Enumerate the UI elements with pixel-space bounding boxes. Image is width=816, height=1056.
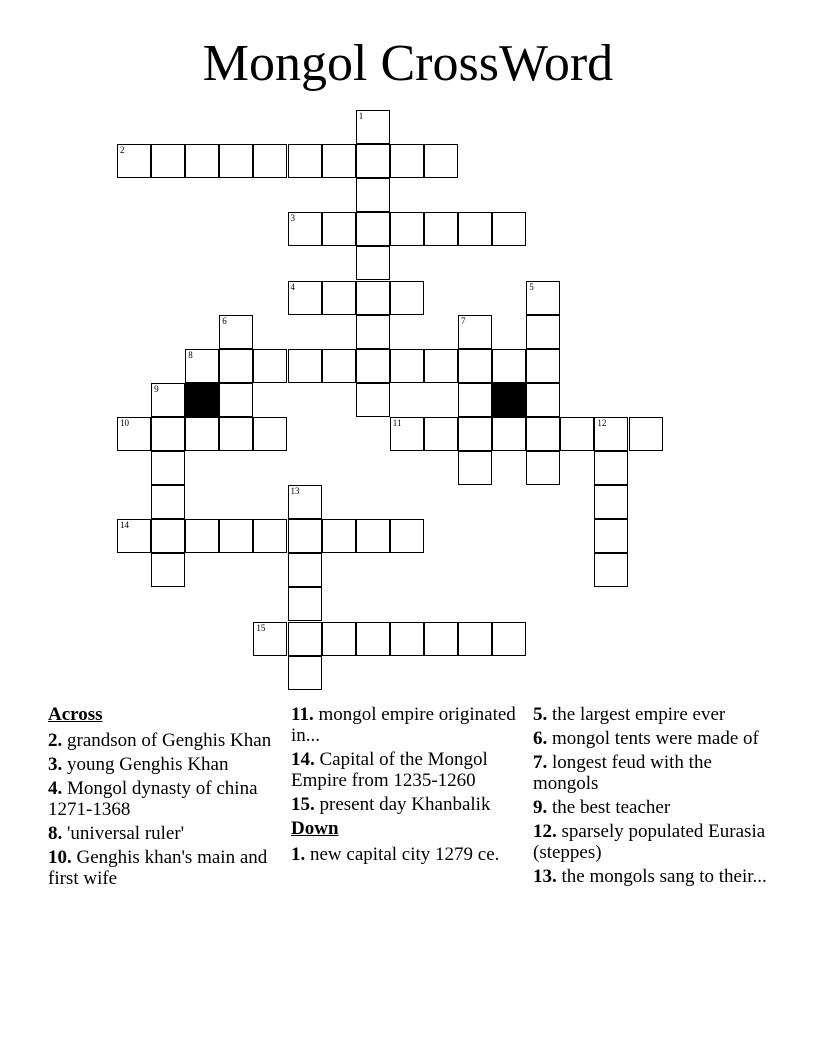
grid-cell[interactable] (288, 281, 322, 315)
grid-cell[interactable] (458, 451, 492, 485)
grid-cell[interactable] (390, 622, 424, 656)
clue-item-text: the largest empire ever (547, 704, 726, 725)
clue-item (291, 794, 521, 815)
grid-cell[interactable] (594, 553, 628, 587)
clue-item-number: 14. (291, 749, 315, 770)
grid-cell[interactable] (288, 656, 322, 690)
clue-number: 9 (154, 383, 159, 394)
grid-cell[interactable] (458, 349, 492, 383)
clue-item (533, 821, 773, 863)
page-title: Mongol CrossWord (202, 35, 614, 92)
grid-cell[interactable] (288, 212, 322, 246)
grid-cell[interactable] (185, 144, 219, 178)
clue-number: 7 (461, 315, 466, 326)
grid-cell[interactable] (151, 417, 185, 451)
clue-item-number: 9. (533, 797, 548, 818)
grid-cell[interactable] (492, 212, 526, 246)
grid-cell[interactable] (322, 212, 356, 246)
grid-cell[interactable] (356, 144, 390, 178)
grid-cell[interactable] (151, 553, 185, 587)
grid-cell[interactable] (288, 622, 322, 656)
grid-cell[interactable] (185, 417, 219, 451)
grid-cell[interactable] (424, 349, 458, 383)
grid-block (185, 383, 219, 417)
clue-number: 4 (290, 281, 295, 292)
clue-item-text: Genghis khan's main and first wife (48, 847, 268, 889)
clue-item-text: present day Khanbalik (314, 794, 491, 815)
grid-cell[interactable] (288, 519, 322, 553)
grid-cell[interactable] (424, 212, 458, 246)
clue-item (533, 752, 773, 794)
grid-cell[interactable] (253, 349, 287, 383)
grid-cell[interactable] (356, 110, 390, 144)
grid-cell[interactable] (219, 383, 253, 417)
grid-cell[interactable] (322, 281, 356, 315)
grid-cell[interactable] (629, 417, 663, 451)
grid-cell[interactable] (356, 315, 390, 349)
grid-cell[interactable] (151, 144, 185, 178)
clue-item-text: Mongol dynasty of china 1271-1368 (48, 778, 258, 820)
grid-cell[interactable] (356, 383, 390, 417)
clue-number: 11 (392, 417, 402, 428)
clue-item-number: 3. (48, 754, 63, 775)
clue-item (533, 797, 773, 818)
clue-item (48, 754, 278, 775)
clue-item-text: Capital of the Mongol Empire from 1235-1260 (291, 749, 488, 791)
grid-cell[interactable] (458, 383, 492, 417)
clue-item (291, 704, 521, 746)
grid-cell[interactable] (219, 349, 253, 383)
grid-cell[interactable] (526, 349, 560, 383)
clue-item-text: sparsely populated Eurasia (steppes) (533, 821, 766, 863)
grid-cell[interactable] (424, 622, 458, 656)
grid-cell[interactable] (390, 281, 424, 315)
grid-cell[interactable] (390, 519, 424, 553)
grid-cell[interactable] (185, 349, 219, 383)
grid-cell[interactable] (288, 485, 322, 519)
grid-cell[interactable] (288, 349, 322, 383)
grid-cell[interactable] (492, 622, 526, 656)
grid-cell[interactable] (356, 519, 390, 553)
grid-cell[interactable] (151, 519, 185, 553)
clue-item-text: mongol empire originated in... (291, 704, 516, 746)
grid-cell[interactable] (356, 281, 390, 315)
grid-cell[interactable] (288, 553, 322, 587)
clue-item-text: mongol tents were made of (547, 728, 759, 749)
grid-cell[interactable] (219, 315, 253, 349)
grid-cell[interactable] (424, 144, 458, 178)
clue-number: 6 (222, 315, 227, 326)
grid-cell[interactable] (356, 349, 390, 383)
grid-cell[interactable] (526, 281, 560, 315)
grid-cell[interactable] (492, 349, 526, 383)
clue-item-number: 7. (533, 752, 548, 773)
grid-cell[interactable] (253, 417, 287, 451)
grid-cell[interactable] (594, 519, 628, 553)
clue-item-text: grandson of Genghis Khan (62, 730, 272, 751)
grid-cell[interactable] (322, 519, 356, 553)
clue-number: 3 (290, 213, 295, 224)
grid-cell[interactable] (151, 451, 185, 485)
clue-item (48, 730, 278, 751)
clue-item-text: the mongols sang to their... (556, 866, 767, 887)
clue-number: 5 (529, 281, 534, 292)
grid-cell[interactable] (458, 212, 492, 246)
clue-number: 8 (188, 349, 193, 360)
clue-item-text: new capital city 1279 ce. (305, 844, 500, 865)
grid-cell[interactable] (151, 383, 185, 417)
clue-item-text: longest feud with the mongols (533, 752, 712, 794)
grid-cell[interactable] (253, 519, 287, 553)
grid-cell[interactable] (594, 451, 628, 485)
clue-item (48, 778, 278, 820)
clue-item-text: young Genghis Khan (62, 754, 229, 775)
grid-cell[interactable] (288, 587, 322, 621)
clue-item-number: 1. (291, 844, 306, 865)
clue-item (291, 844, 521, 865)
grid-cell[interactable] (219, 144, 253, 178)
grid-cell[interactable] (185, 519, 219, 553)
clue-item-number: 8. (48, 823, 63, 844)
grid-block (492, 383, 526, 417)
grid-cell[interactable] (117, 144, 151, 178)
clue-item-number: 5. (533, 704, 548, 725)
grid-cell[interactable] (458, 622, 492, 656)
grid-cell[interactable] (322, 144, 356, 178)
clue-item-number: 15. (291, 794, 315, 815)
clue-number: 15 (256, 622, 266, 633)
grid-cell[interactable] (424, 417, 458, 451)
grid-cell[interactable] (356, 246, 390, 280)
grid-cell[interactable] (526, 315, 560, 349)
clue-number: 13 (290, 486, 300, 497)
grid-cell[interactable] (219, 417, 253, 451)
grid-cell[interactable] (594, 485, 628, 519)
grid-cell[interactable] (356, 212, 390, 246)
clue-number: 12 (597, 417, 607, 428)
grid-cell[interactable] (526, 417, 560, 451)
across-heading: Across (48, 704, 103, 725)
clue-item-number: 6. (533, 728, 548, 749)
grid-cell[interactable] (458, 417, 492, 451)
grid-cell[interactable] (526, 383, 560, 417)
clue-item-number: 2. (48, 730, 63, 751)
clue-number: 10 (120, 417, 129, 428)
clue-number: 14 (120, 520, 129, 531)
clue-item-number: 12. (533, 821, 557, 842)
clue-item (48, 847, 278, 889)
grid-cell[interactable] (594, 417, 628, 451)
grid-cell[interactable] (390, 212, 424, 246)
grid-cell[interactable] (390, 144, 424, 178)
clue-item-number: 4. (48, 778, 63, 799)
clue-item (533, 704, 773, 725)
clues-column-3 (533, 704, 773, 890)
clue-item (533, 728, 773, 749)
grid-cell[interactable] (458, 315, 492, 349)
grid-cell[interactable] (526, 451, 560, 485)
clue-item (533, 866, 773, 887)
grid-cell[interactable] (356, 178, 390, 212)
clue-item-number: 11. (291, 704, 314, 725)
clue-item-text: the best teacher (547, 797, 671, 818)
grid-cell[interactable] (390, 349, 424, 383)
grid-cell[interactable] (219, 519, 253, 553)
clue-item (291, 749, 521, 791)
clues-column-2 (291, 704, 521, 868)
clues-column-1 (48, 704, 278, 892)
clue-item-number: 13. (533, 866, 557, 887)
down-heading: Down (291, 818, 339, 839)
clue-number: 2 (120, 145, 125, 156)
grid-cell[interactable] (288, 144, 322, 178)
grid-cell[interactable] (560, 417, 594, 451)
clue-item-number: 10. (48, 847, 72, 868)
clue-item-text: 'universal ruler' (62, 823, 185, 844)
grid-cell[interactable] (151, 485, 185, 519)
grid-cell[interactable] (390, 417, 424, 451)
clue-item (48, 823, 278, 844)
grid-cell[interactable] (322, 349, 356, 383)
grid-cell[interactable] (492, 417, 526, 451)
grid-cell[interactable] (356, 622, 390, 656)
grid-cell[interactable] (322, 622, 356, 656)
grid-cell[interactable] (117, 417, 151, 451)
grid-cell[interactable] (117, 519, 151, 553)
grid-cell[interactable] (253, 144, 287, 178)
clue-number: 1 (358, 111, 364, 121)
grid-cell[interactable] (253, 622, 287, 656)
